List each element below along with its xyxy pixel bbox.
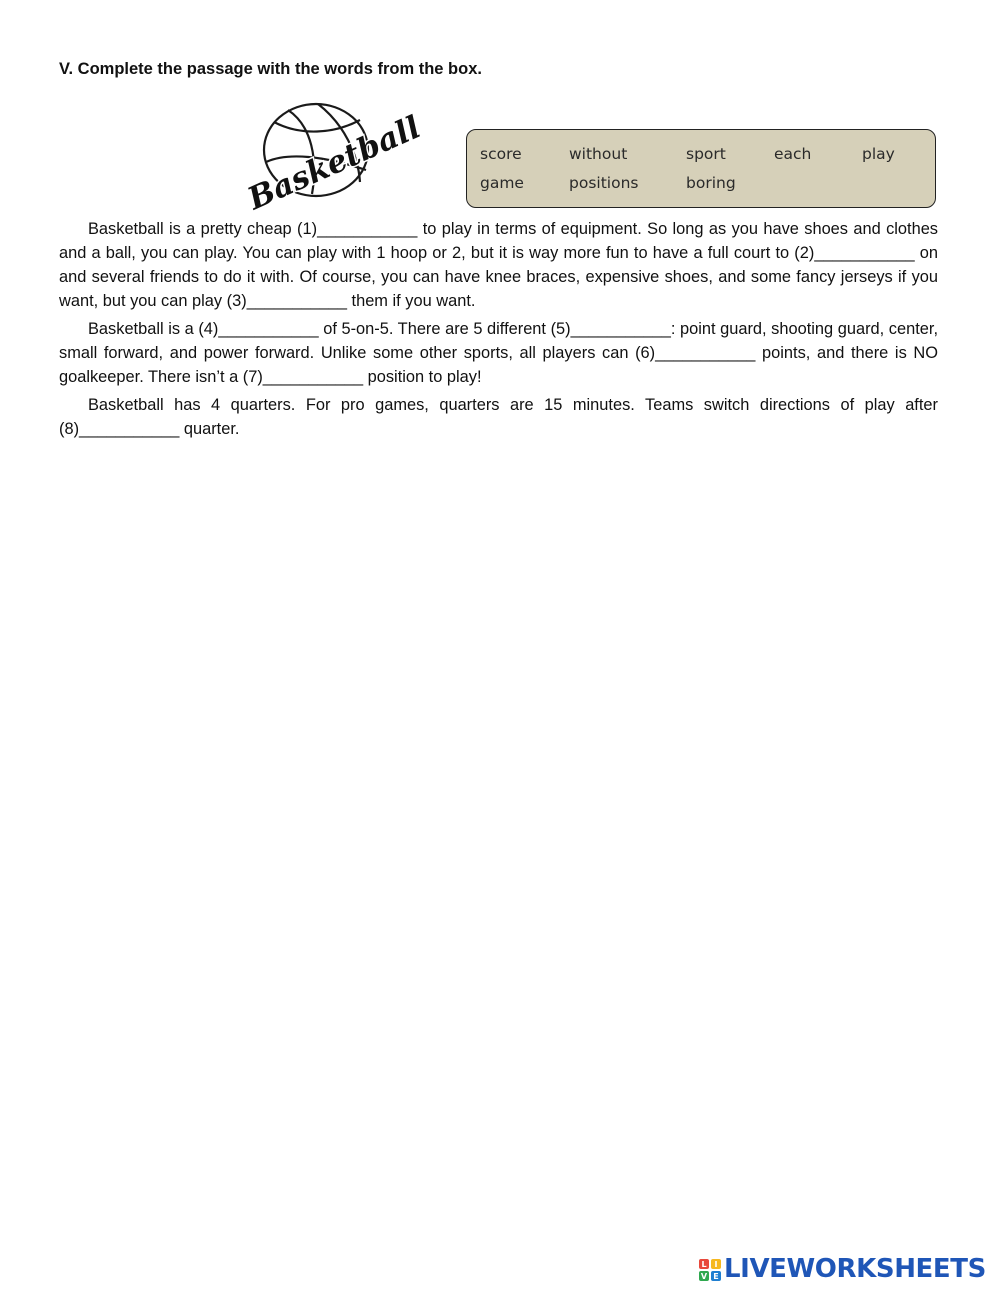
passage-text: on and several friends to do it with. Of course, you can have knee braces, expensive shoes, and some fancy jerseys if you want, but you can play <box>59 244 938 310</box>
passage <box>59 217 938 445</box>
icon-letter: V <box>700 1272 708 1281</box>
word-option: boring <box>686 174 736 192</box>
passage-text: position to play! <box>363 368 482 386</box>
word-option: sport <box>686 145 726 163</box>
paragraph-1 <box>59 217 938 313</box>
blank-5[interactable]: (5)___________ <box>550 320 671 338</box>
passage-text: Basketball has 4 quarters. For pro games, quarters are 15 minutes. Teams switch directions of play after <box>88 396 938 414</box>
passage-text: quarter. <box>179 420 240 438</box>
liveworksheets-logo-icon <box>699 1259 721 1281</box>
passage-text: points, and there is NO goalkeeper. There isn’t a <box>59 344 938 386</box>
icon-letter: E <box>713 1272 719 1281</box>
word-option: score <box>480 145 522 163</box>
blank-4[interactable]: (4)___________ <box>198 320 319 338</box>
word-option: game <box>480 174 524 192</box>
blank-6[interactable]: (6)___________ <box>635 344 756 362</box>
word-option: play <box>862 145 895 163</box>
paragraph-3 <box>59 393 938 441</box>
brand-name: LIVEWORKSHEETS <box>724 1254 986 1284</box>
blank-3[interactable]: (3)___________ <box>226 292 347 310</box>
passage-text: Basketball is a <box>88 320 199 338</box>
icon-letter: I <box>714 1260 718 1269</box>
basketball-logo <box>242 98 426 218</box>
word-option: positions <box>569 174 639 192</box>
blank-2[interactable]: (2)___________ <box>794 244 915 262</box>
exercise-number: V <box>59 60 69 78</box>
paragraph-2 <box>59 317 938 389</box>
passage-text: : point guard, shooting guard, center, small forward, and power forward. Unlike some other sports, all players can <box>59 320 938 362</box>
exercise-heading <box>59 60 482 79</box>
word-option: without <box>569 145 628 163</box>
exercise-instruction: . Complete the passage with the words from the box. <box>68 60 482 78</box>
passage-text: them if you want. <box>346 292 476 310</box>
blank-1[interactable]: (1)___________ <box>297 220 418 238</box>
logo-wordmark: Basketball <box>242 109 426 218</box>
blank-7[interactable]: (7)___________ <box>242 368 364 386</box>
word-box <box>466 129 936 208</box>
passage-text: Basketball is a pretty cheap <box>88 220 298 238</box>
passage-text: to play in terms of equipment. So long as you have shoes and clothes and a ball, you can play. You can play with 1 hoop or 2, but it is way more fun to have a full court to <box>59 220 939 262</box>
icon-letter: L <box>701 1260 707 1269</box>
passage-text: of 5-on-5. There are 5 different <box>318 320 551 338</box>
word-option: each <box>774 145 812 163</box>
blank-8[interactable]: (8)___________ <box>59 420 180 438</box>
